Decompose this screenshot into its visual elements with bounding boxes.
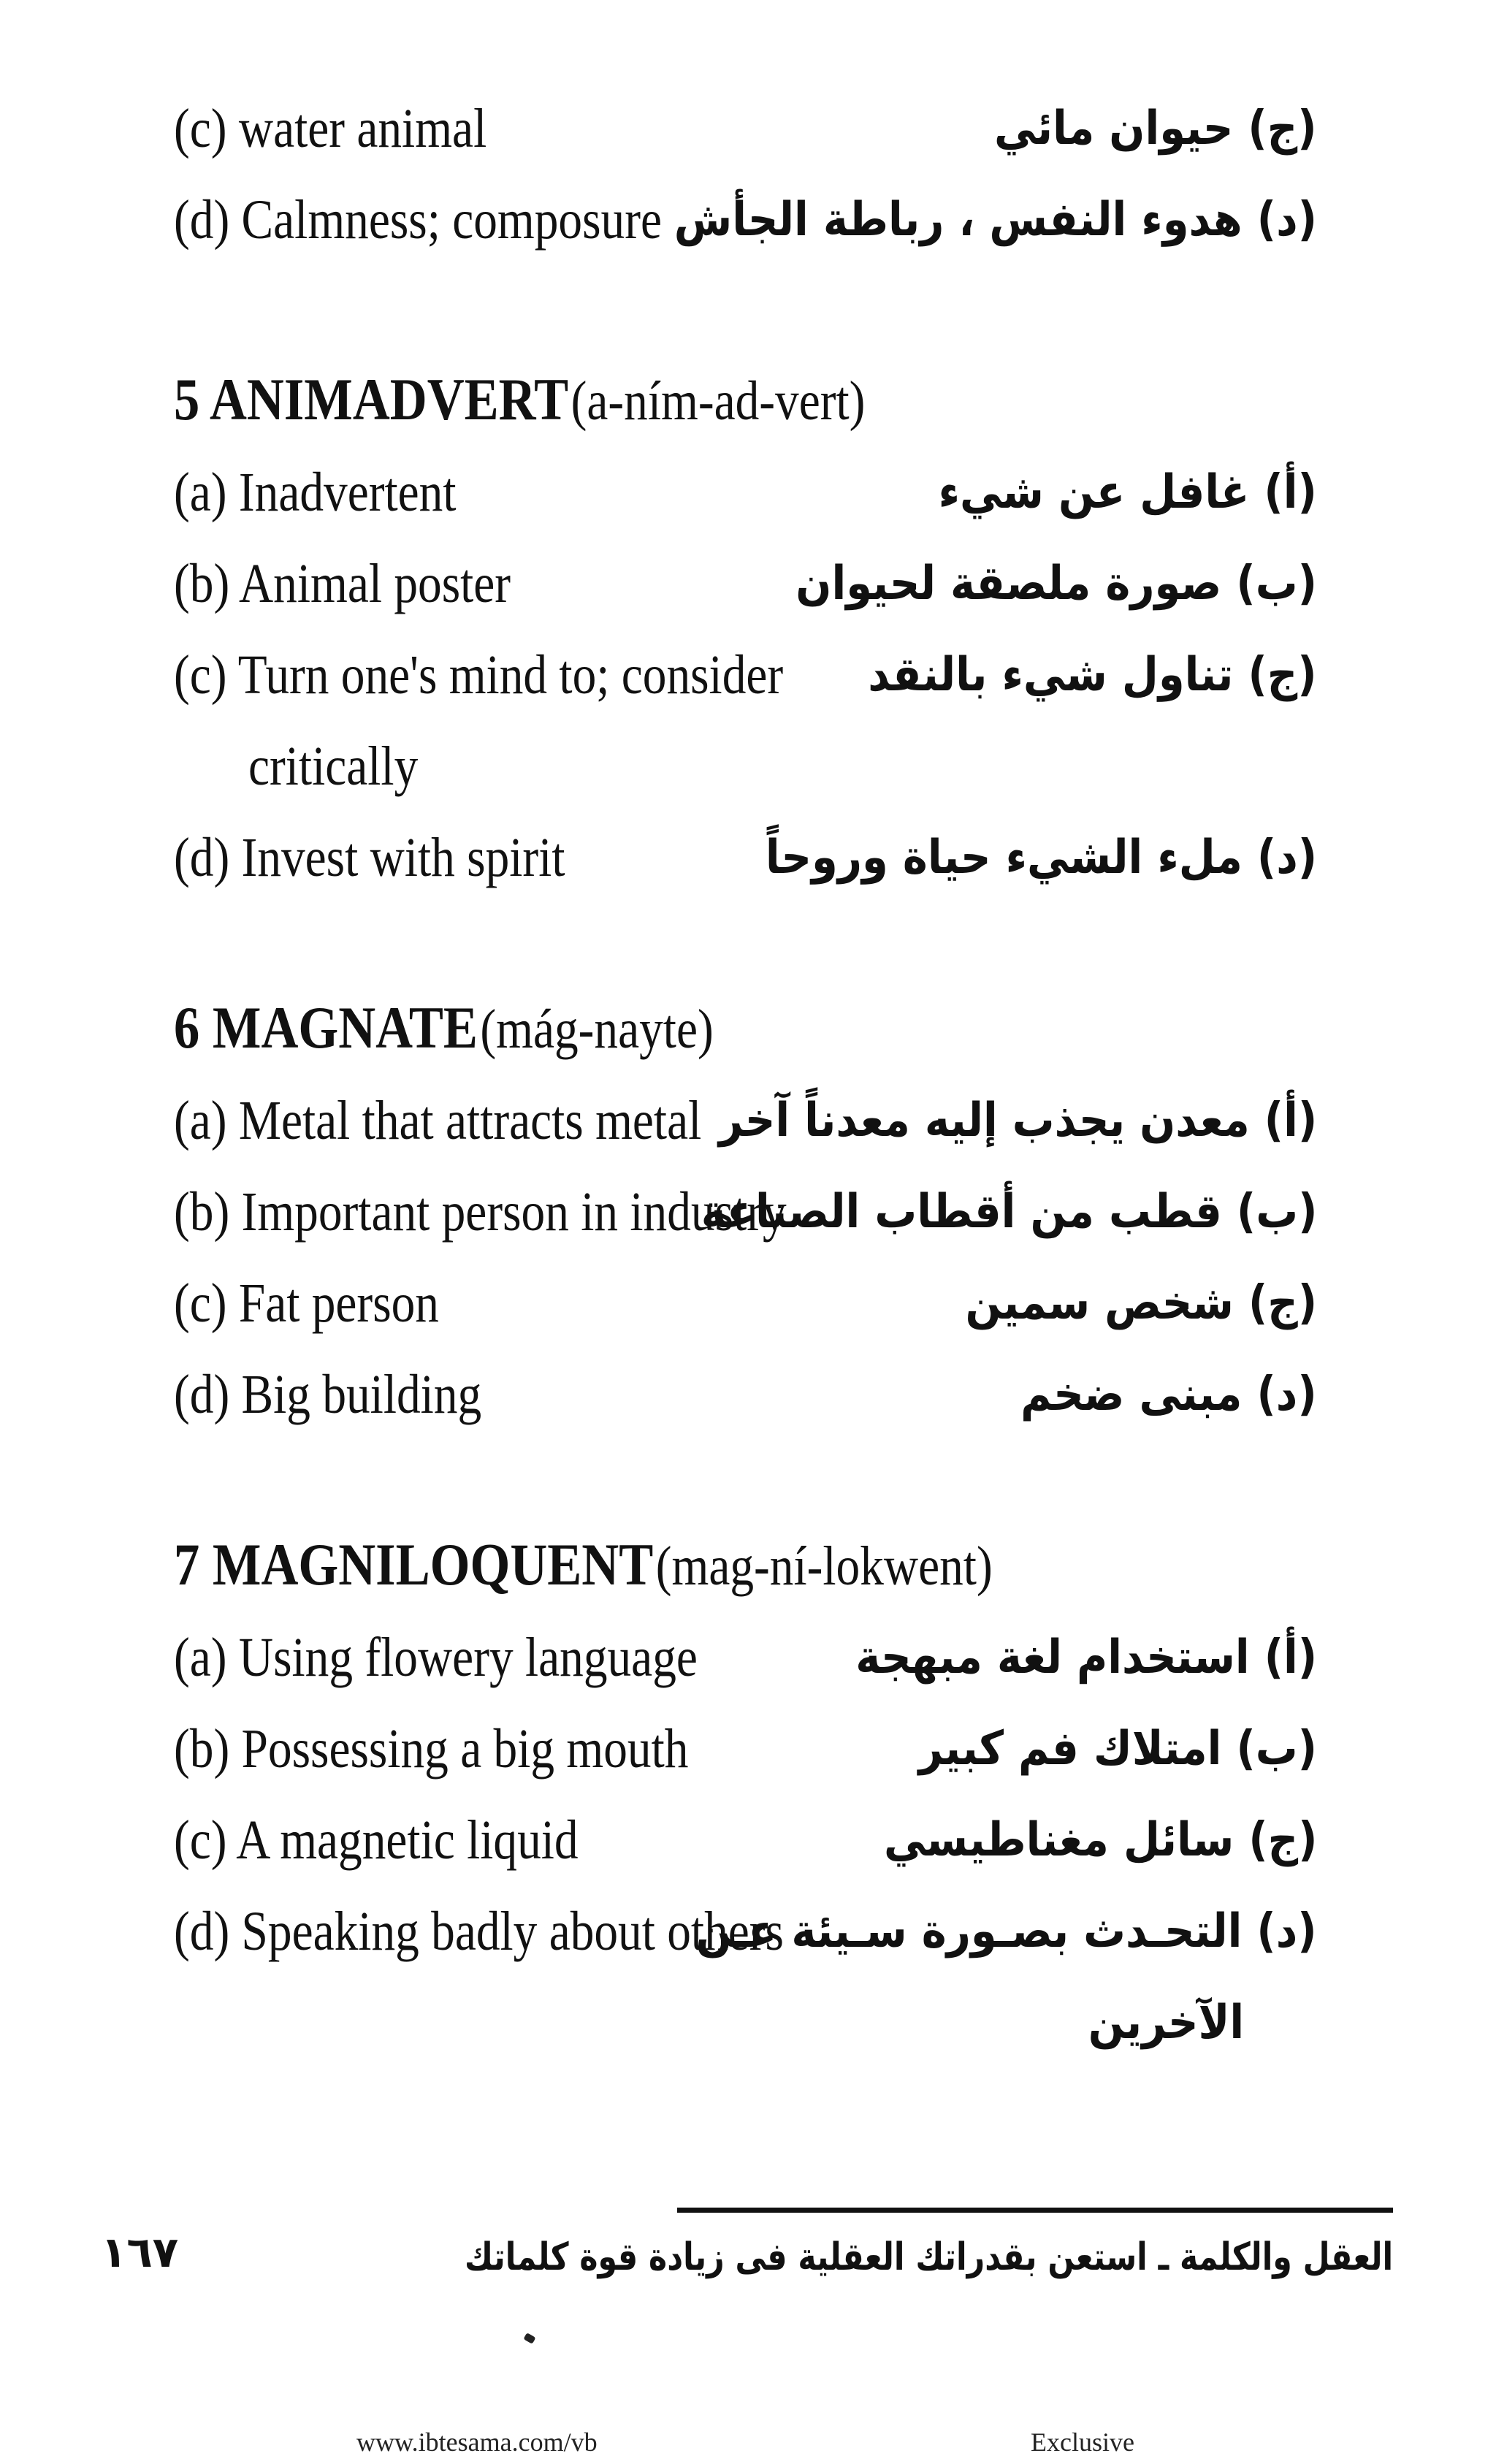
- option-row: [174, 538, 1317, 629]
- option-arabic: (ج) شخص سمين: [965, 1276, 1317, 1330]
- option-arabic: الآخرين: [1088, 1996, 1244, 2050]
- entry-heading: [174, 354, 865, 445]
- option-arabic: (د) مبنى ضخم: [1020, 1368, 1317, 1422]
- pronunciation: (mág-nayte): [480, 999, 714, 1060]
- watermark-exclusive: Exclusive: [1031, 2427, 1134, 2457]
- option-row: [174, 1886, 1317, 1977]
- option-english: (a) Inadvertent: [174, 462, 457, 523]
- pronunciation: (mag-ní-lokwent): [655, 1536, 993, 1597]
- option-row: [174, 630, 1317, 720]
- option-row: [174, 447, 1317, 538]
- option-row: [174, 1167, 1317, 1257]
- option-arabic: (ج) تناول شيء بالنقد: [868, 648, 1317, 702]
- option-arabic: (ب) قطب من أقطاب الصناعة: [701, 1185, 1317, 1239]
- option-english: (b) Possessing a big mouth: [174, 1718, 689, 1780]
- option-english: critically: [248, 736, 419, 797]
- option-english: (d) Big building: [174, 1364, 482, 1425]
- option-english: (a) Using flowery language: [174, 1627, 698, 1688]
- option-row: [174, 1075, 1317, 1166]
- page-number: ١٦٧: [101, 2227, 179, 2277]
- entry-heading: [174, 1519, 993, 1610]
- option-english: (a) Metal that attracts metal: [174, 1090, 702, 1151]
- option-row: [174, 1349, 1317, 1440]
- option-english: (c) water animal: [174, 98, 487, 159]
- option-row-continuation: [174, 1977, 1317, 2068]
- option-row: [174, 1795, 1317, 1885]
- footer-rule: [677, 2208, 1393, 2213]
- running-footer-title: العقل والكلمة ـ استعن بقدراتك العقلية فى زيادة قوة كلماتك: [464, 2235, 1393, 2279]
- option-english: (c) Turn one's mind to; consider: [174, 644, 784, 706]
- watermark-url: www.ibtesama.com/vb: [356, 2427, 598, 2457]
- option-arabic: (ج) حيوان مائي: [994, 102, 1317, 156]
- option-row: [174, 812, 1317, 903]
- headword: 5 ANIMADVERT: [174, 366, 569, 432]
- headword: 7 MAGNILOQUENT: [174, 1531, 654, 1598]
- headword: 6 MAGNATE: [174, 994, 478, 1061]
- option-english: (c) Fat person: [174, 1273, 440, 1334]
- option-arabic: (أ) غافل عن شيء: [938, 465, 1317, 519]
- option-english: (b) Important person in industry: [174, 1181, 787, 1243]
- option-row: [174, 1704, 1317, 1794]
- option-arabic: (ب) امتلاك فم كبير: [918, 1722, 1317, 1776]
- option-arabic: (د) التحـدث بصـورة سـيئة عـن: [695, 1904, 1317, 1958]
- option-english: (d) Calmness; composure: [174, 189, 663, 251]
- option-english: (d) Speaking badly about others: [174, 1901, 784, 1962]
- option-arabic: (ج) سائل مغناطيسي: [883, 1813, 1317, 1867]
- entry-heading: [174, 983, 714, 1073]
- option-english: (b) Animal poster: [174, 553, 511, 614]
- option-arabic: (أ) استخدام لغة مبهجة: [855, 1630, 1317, 1685]
- pronunciation: (a-ním-ad-vert): [570, 370, 866, 432]
- option-english: (d) Invest with spirit: [174, 827, 565, 888]
- option-arabic: (د) هدوء النفس ، رباطة الجأش: [673, 193, 1317, 247]
- option-english: (c) A magnetic liquid: [174, 1809, 579, 1871]
- option-row: [174, 1258, 1317, 1349]
- option-row: [174, 175, 1317, 265]
- option-arabic: (أ) معدن يجذب إليه معدناً آخر: [718, 1094, 1317, 1148]
- option-row-continuation: [174, 721, 1317, 812]
- option-arabic: (د) ملء الشيء حياة وروحاً: [765, 831, 1317, 885]
- option-arabic: (ب) صورة ملصقة لحيوان: [795, 557, 1317, 611]
- option-row: [174, 1612, 1317, 1703]
- stray-mark: [523, 2333, 535, 2344]
- option-row: [174, 83, 1317, 174]
